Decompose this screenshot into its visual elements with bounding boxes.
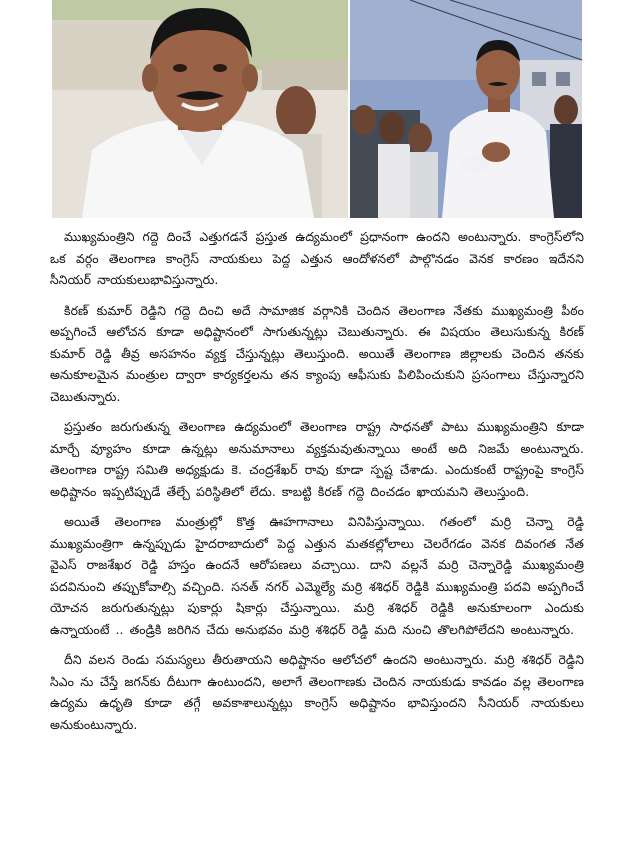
politician-crowd-photo <box>350 0 582 218</box>
article-paragraph: కిరణ్ కుమార్ రెడ్డిని గద్దె దించి అదే సామాజిక వర్గానికి చెందిన తెలంగాణ నేతకు ముఖ్యమంత్రి పీఠం అప్పగించే ఆలోచన కూడా అధిష్టానంలో సాగుతున్నట్లు చెబుతున్నారు. ఈ విషయం తెలుసుకున్న కిరణ్ కుమార్ రెడ్డి తీవ్ర అసహనం వ్యక్త చేస్తున్నట్లు తెలుస్తుంది. అయితే తెలంగాణ జిల్లాలకు చెందిన తనకు అనుకూలమైన మంత్రుల ద్వారా కార్యకర్తలను తన క్యాంపు ఆఫీసుకు పిలిపించుకుని ప్రసంగాలు చేస్తున్నారని చెబుతున్నారు. <box>50 302 584 404</box>
politician-portrait-photo <box>52 0 348 218</box>
article-body <box>50 226 584 744</box>
article-paragraph: ప్రస్తుతం జరుగుతున్న తెలంగాణ ఉద్యమంలో తెలంగాణ రాష్ట్ర సాధనతో పాటు ముఖ్యమంత్రిని కూడా మార్చే వ్యూహం కూడా ఉన్నట్లు అనుమానాలు వ్యక్తమవుతున్నాయి అంటే అది నిజమే అంటున్నారు. తెలంగాణ రాష్ట్ర సమితి అధ్యక్షుడు కె. చంద్రశేఖర్ రావు కూడా స్పష్ట చేశాడు. ఎందుకంటే రాష్ట్రంపై కాంగ్రెస్ అధిష్టానం ఇప్పటిప్పుడే తేల్చే పరిస్థితిలో లేదు. కాబట్టి కిరణ్ గద్దె దించడం ఖాయమని తెలుస్తుంది. <box>50 419 584 499</box>
photo-strip <box>0 0 636 218</box>
article-paragraph: దీని వలన రెండు సమస్యలు తీరుతాయని అధిష్టానం ఆలోచలో ఉందని అంటున్నారు. మర్రి శశిధర్ రెడ్డిని సిఎం ను చేస్తే జగన్‌కు దీటుగా ఉంటుందని, అలాగే తెలంగాణకు చెందిన నాయకుడు కావడం వల్ల తెలంగాణ ఉద్యమ ఉధృతి కూడా తగ్గే అవకాశాలున్నట్లు కాంగ్రెస్ అధిష్టానం భావిస్తుందని సీనియర్ నాయకులు అనుకుంటున్నారు. <box>50 652 584 732</box>
article-paragraph: అయితే తెలంగాణ మంత్రుల్లో కొత్త ఊహగానాలు వినిపిస్తున్నాయి. గతంలో మర్రి చెన్నా రెడ్డి ముఖ్యమంత్రిగా ఉన్నప్పుడు హైదరాబాదులో పెద్ద ఎత్తున మతకల్లోలాలు చెలరేగడం వెనక దివంగత నేత వైఎస్ రాజశేఖర రెడ్డి హస్తం ఉందనే ఆరోపణలు వచ్చాయి. దాని వల్లనే మర్రి చెన్నారెడ్డి ముఖ్యమంత్రి పదవినుంచి తప్పుకోవాల్సి వచ్చింది. సనత్ నగర్ ఎమ్మెల్యే మర్రి శశిధర్ రెడ్డికి ముఖ్యమంత్రి పదవి అప్పగించే యోచన జరుగుతున్నట్లు పుకార్లు షికార్లు చేస్తున్నాయి. మర్రి శశిధర్ రెడ్డికి అనుకూలంగా ఎందుకు ఉన్నాయంటే .. తండ్రికి జరిగిన చేదు అనుభవం మర్రి శశిధర్ రెడ్డి మది నుంచి తొలగిపోలేదని అంటున్నారు. <box>50 514 584 637</box>
article-paragraph: ముఖ్యమంత్రిని గద్దె దించే ఎత్తుగడనే ప్రస్తుత ఉద్యమంలో ప్రధానంగా ఉందని అంటున్నారు. కాంగ్రెస్‌లోని ఒక వర్గం తెలంగాణ కాంగ్రెస్ నాయకులు పెద్ద ఎత్తున ఆందోళనలో పాల్గొనడం వెనక కారణం ఇదేనని సీనియర్ నాయకులుభావిస్తున్నారు. <box>50 229 584 287</box>
